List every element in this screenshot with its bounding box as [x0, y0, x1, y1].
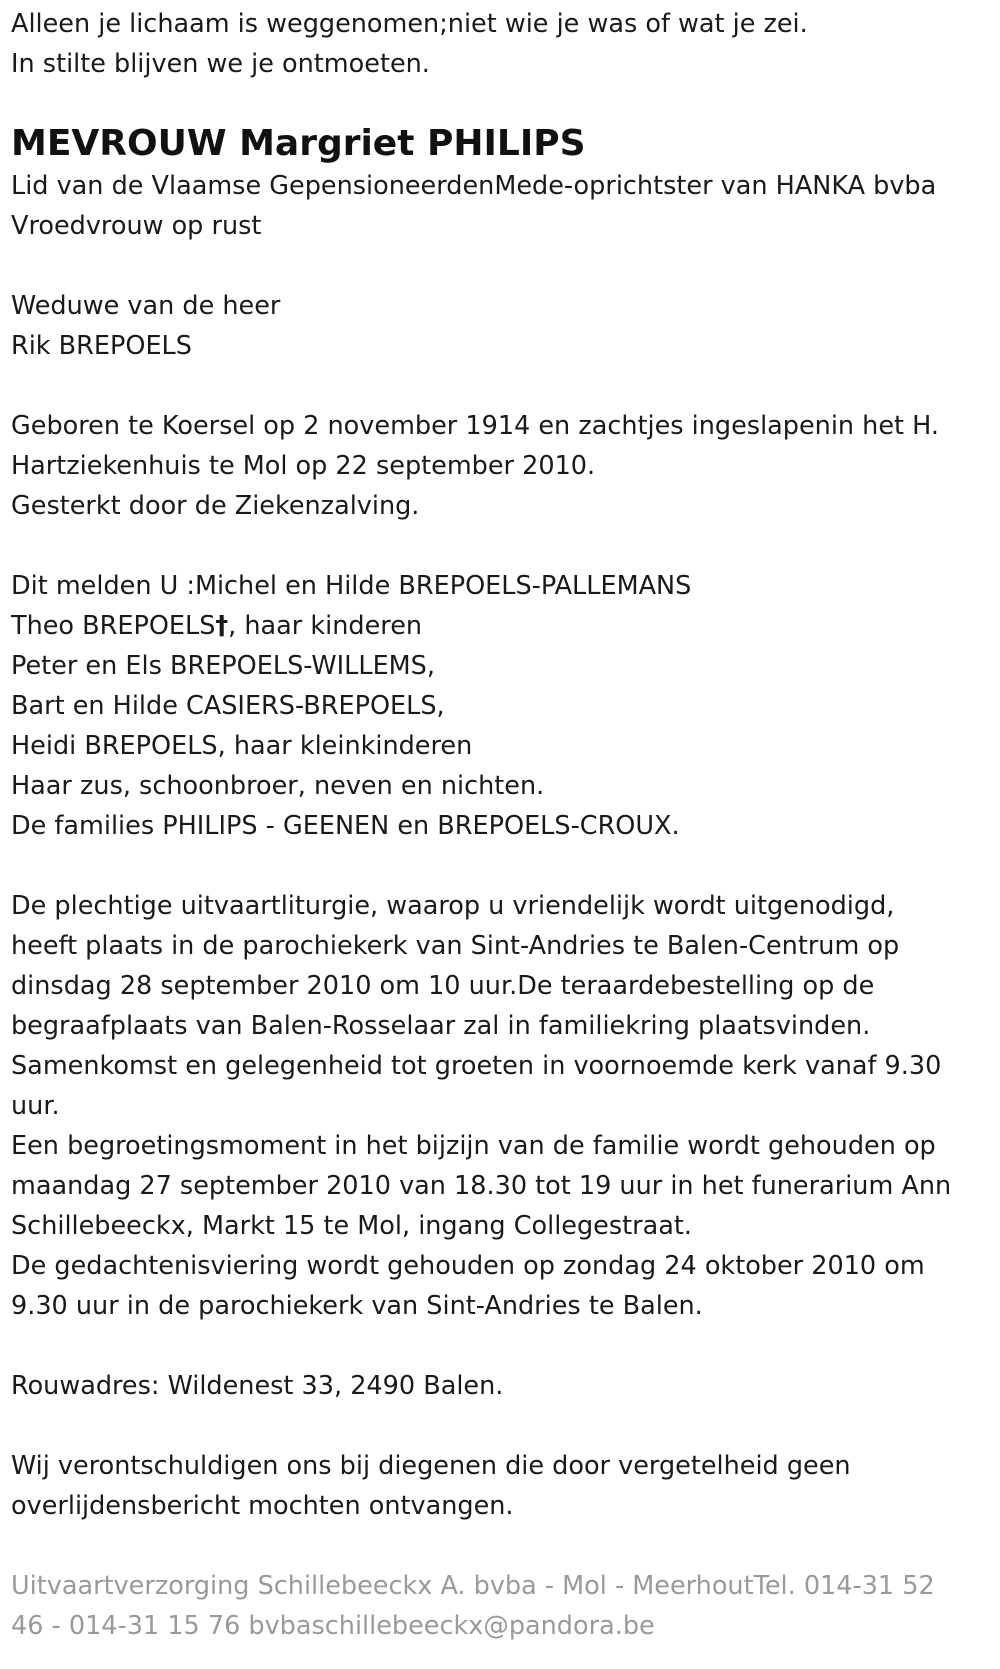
ceremony-line: dinsdag 28 september 2010 om 10 uur.De teraardebestelling op de	[11, 971, 875, 1001]
ceremony-line: Samenkomst en gelegenheid tot groeten in voornoemde kerk vanaf 9.30	[11, 1051, 942, 1081]
spouse-name: Rik BREPOELS	[11, 331, 192, 361]
ceremony-line: De gedachtenisviering wordt gehouden op zondag 24 oktober 2010 om	[11, 1251, 925, 1281]
family-line: Bart en Hilde CASIERS-BREPOELS,	[11, 691, 445, 721]
spouse-line: Weduwe van de heer	[11, 291, 281, 321]
family-line: Heidi BREPOELS, haar kleinkinderen	[11, 731, 473, 761]
ceremony-line: De plechtige uitvaartliturgie, waarop u vriendelijk wordt uitgenodigd,	[11, 891, 895, 921]
poem-line: Alleen je lichaam is weggenomen;niet wie je was of wat je zei.	[11, 9, 808, 39]
ceremony-line: maandag 27 september 2010 van 18.30 tot 19 uur in het funerarium Ann	[11, 1171, 952, 1201]
apology-line: overlijdensbericht mochten ontvangen.	[11, 1491, 514, 1521]
ceremony-line: begraafplaats van Balen-Rosselaar zal in familiekring plaatsvinden.	[11, 1011, 871, 1041]
funeral-home-footer	[11, 1566, 991, 1646]
cross-icon: †	[215, 611, 229, 641]
obituary-page	[11, 4, 991, 1646]
ceremony-line: uur.	[11, 1091, 60, 1121]
apology-line: Wij verontschuldigen ons bij diegenen die door vergetelheid geen	[11, 1451, 851, 1481]
ceremony-line: Een begroetingsmoment in het bijzijn van de familie wordt gehouden op	[11, 1131, 936, 1161]
ceremony-block	[11, 886, 991, 1326]
family-block	[11, 566, 991, 846]
roles-block	[11, 166, 991, 246]
deceased-name: MEVROUW Margriet PHILIPS	[11, 123, 586, 164]
birth-death-line: Geboren te Koersel op 2 november 1914 en zachtjes ingeslapenin het H.	[11, 411, 939, 441]
family-line: De families PHILIPS - GEENEN en BREPOELS-CROUX.	[11, 811, 680, 841]
ceremony-line: heeft plaats in de parochiekerk van Sint-Andries te Balen-Centrum op	[11, 931, 900, 961]
footer-line: Uitvaartverzorging Schillebeeckx A. bvba - Mol - MeerhoutTel. 014-31 52	[11, 1571, 935, 1601]
role-line: Vroedvrouw op rust	[11, 211, 262, 241]
birth-death-block	[11, 406, 991, 526]
family-member-name: Theo BREPOELS	[11, 611, 216, 641]
role-line: Lid van de Vlaamse GepensioneerdenMede-oprichtster van HANKA bvba	[11, 171, 937, 201]
family-line: Peter en Els BREPOELS-WILLEMS,	[11, 651, 435, 681]
birth-death-line: Hartziekenhuis te Mol op 22 september 2010.	[11, 451, 596, 481]
family-line: Haar zus, schoonbroer, neven en nichten.	[11, 771, 545, 801]
apology-block	[11, 1446, 991, 1526]
poem-block	[11, 4, 991, 84]
ceremony-line: 9.30 uur in de parochiekerk van Sint-Andries te Balen.	[11, 1291, 703, 1321]
poem-line: In stilte blijven we je ontmoeten.	[11, 49, 430, 79]
family-line: Dit melden U :Michel en Hilde BREPOELS-PALLEMANS	[11, 571, 692, 601]
family-relation: , haar kinderen	[228, 611, 423, 641]
footer-line: 46 - 014-31 15 76 bvbaschillebeeckx@pandora.be	[11, 1611, 655, 1641]
spouse-block	[11, 286, 991, 366]
ceremony-line: Schillebeeckx, Markt 15 te Mol, ingang Collegestraat.	[11, 1211, 692, 1241]
birth-death-line: Gesterkt door de Ziekenzalving.	[11, 491, 420, 521]
mourning-address: Rouwadres: Wildenest 33, 2490 Balen.	[11, 1371, 504, 1401]
family-line	[11, 606, 991, 646]
address-block	[11, 1366, 991, 1406]
